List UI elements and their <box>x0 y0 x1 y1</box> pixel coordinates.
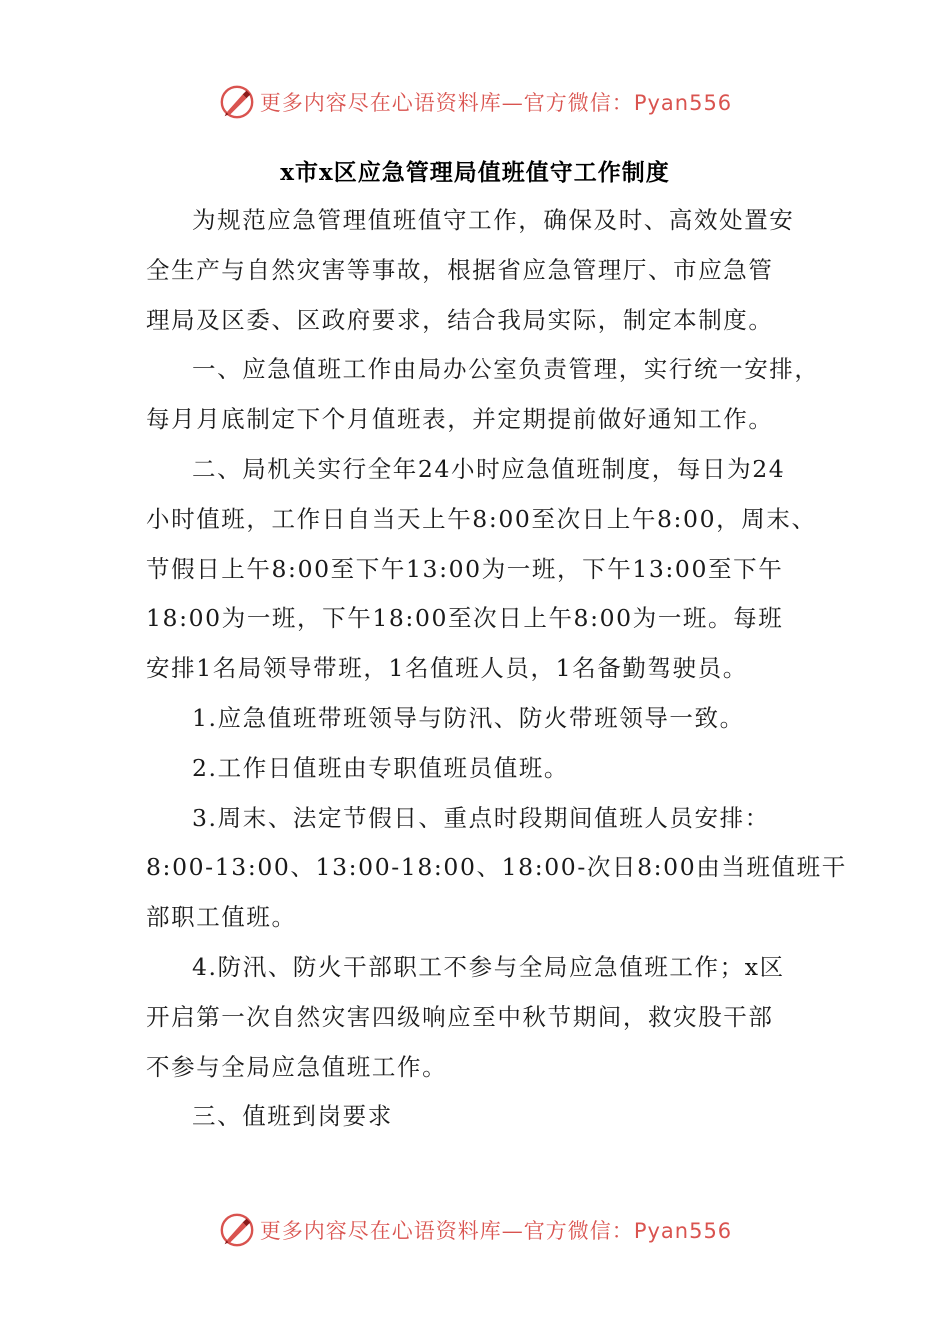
text-line: 节假日上午8:00至下午13:00为一班，下午13:00至下午 <box>146 554 784 583</box>
text-line: 二、局机关实行全年24小时应急值班制度，每日为24 <box>192 454 786 483</box>
document-title: x市x区应急管理局值班值守工作制度 <box>280 159 670 186</box>
banner-text: 更多内容尽在心语资料库—官方微信：Pyan556 <box>259 1219 733 1243</box>
text-line: 三、值班到岗要求 <box>192 1102 393 1131</box>
text-line: 2.工作日值班由专职值班员值班。 <box>192 753 570 782</box>
text-line: 不参与全局应急值班工作。 <box>146 1052 448 1081</box>
text-line: 4.防汛、防火干部职工不参与全局应急值班工作；x区 <box>192 952 785 981</box>
text-line: 8:00-13:00、13:00-18:00、18:00-次日8:00由当班值班干 <box>146 853 847 882</box>
pen-logo-icon <box>218 1211 256 1249</box>
text-line: 1.应急值班带班领导与防汛、防火带班领导一致。 <box>192 703 745 732</box>
footer-banner <box>0 1208 950 1252</box>
text-line: 一、应急值班工作由局办公室负责管理，实行统一安排， <box>192 355 820 384</box>
text-line: 安排1名局领导带班，1名值班人员，1名备勤驾驶员。 <box>146 654 748 683</box>
pen-logo-icon <box>218 83 256 121</box>
text-line: 每月月底制定下个月值班表，并定期提前做好通知工作。 <box>146 405 774 434</box>
text-line: 为规范应急管理值班值守工作，确保及时、高效处置安 <box>192 206 795 234</box>
banner-text: 更多内容尽在心语资料库—官方微信：Pyan556 <box>259 91 733 115</box>
text-line: 3.周末、法定节假日、重点时段期间值班人员安排： <box>192 803 770 832</box>
document-body <box>146 196 847 1142</box>
text-line: 理局及区委、区政府要求，结合我局实际，制定本制度。 <box>146 305 774 334</box>
text-line: 开启第一次自然灾害四级响应至中秋节期间，救灾股干部 <box>146 1002 774 1031</box>
wechat-id: Pyan556 <box>633 91 733 115</box>
wechat-id: Pyan556 <box>633 1219 733 1243</box>
text-line: 部职工值班。 <box>146 903 297 932</box>
text-line: 全生产与自然灾害等事故，根据省应急管理厅、市应急管 <box>146 255 774 284</box>
header-banner <box>0 80 950 124</box>
text-line: 18:00为一班，下午18:00至次日上午8:00为一班。每班 <box>146 604 784 633</box>
text-line: 小时值班，工作日自当天上午8:00至次日上午8:00，周末、 <box>146 504 817 533</box>
